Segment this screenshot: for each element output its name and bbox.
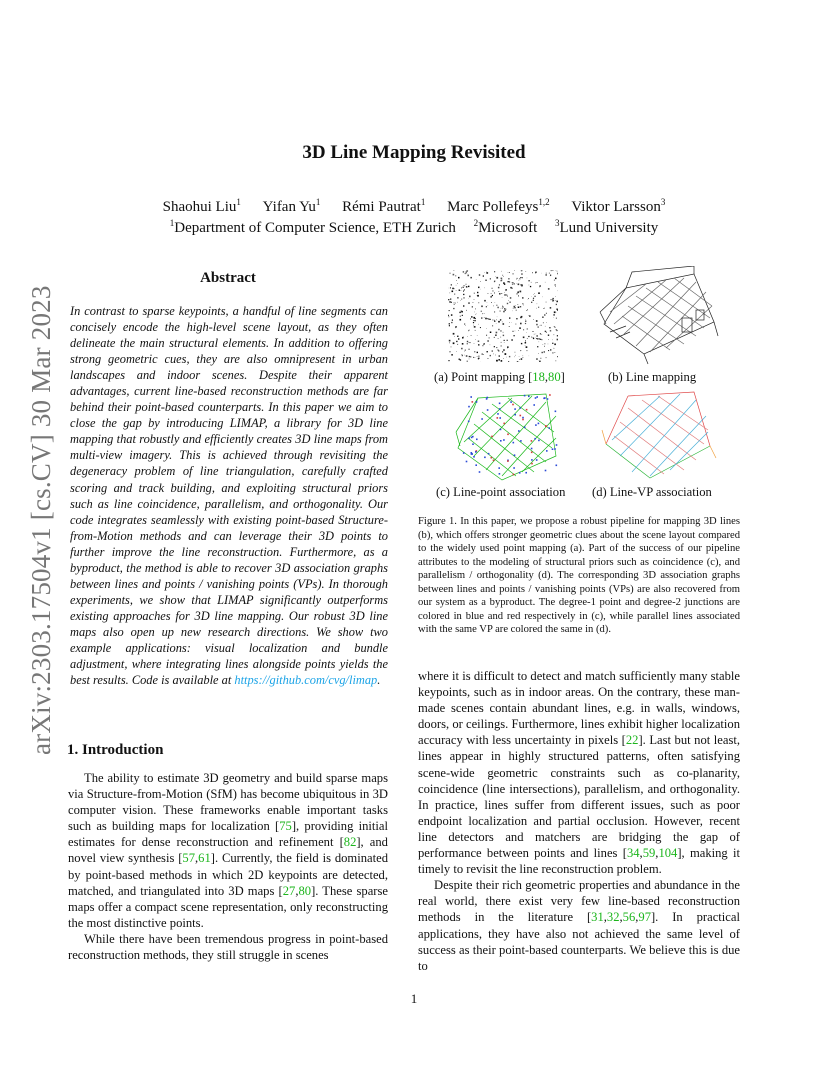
citation[interactable]: 59 [642,846,656,861]
text-run: , [295,883,299,898]
subcaption-b: (b) Line mapping [608,370,697,384]
arxiv-stamp-text: arXiv:2303.17504v1 [cs.CV] 30 Mar 2023 [26,285,56,755]
text-run: , [603,910,607,925]
citation[interactable]: 32 [606,910,620,925]
line-vp-association-image [602,392,716,478]
text-run: where it is difficult to detect and match sufficiently many stable keypoints, such as in indoor areas. On the contrary, these man-made scenes contain abundant lines, e.g. in walls, windows, doors, or ceilings. Furthermore, lines exhibit higher localization accuracy with less uncertainty in pixels [ [418,669,740,748]
citation[interactable]: 97 [638,910,651,925]
citation[interactable]: 18 [532,370,545,384]
citation[interactable]: 27 [282,883,296,898]
point-cloud-image [448,270,558,362]
paragraph [418,668,740,877]
paper-title: 3D Line Mapping Revisited [302,142,526,163]
subcaption-a: (a) Point mapping [18,80] [434,370,565,384]
citation[interactable]: 80 [298,883,312,898]
citation[interactable]: 61 [198,851,211,866]
arxiv-stamp [22,285,56,765]
citation[interactable]: 80 [548,370,561,384]
abstract-heading: Abstract [200,270,256,286]
subcaption-d: (d) Line-VP association [592,485,712,499]
section-heading-introduction: 1. Introduction [67,742,164,758]
affiliation: $^3$Lund University [555,218,659,236]
text-run: ]. These sparse maps offer a compact scene representation, only reconstructing the most distinctive points. [68,883,388,930]
author: Shaohui Liu$^1$ [162,197,241,215]
citation[interactable]: 75 [279,819,292,834]
author: Rémi Pautrat$^1$ [342,197,426,215]
affiliation: $^2$Microsoft [473,218,538,236]
abstract-body: In contrast to sparse keypoints, a handful of line segments can concisely encode the high-level scene layout, as they often delineate the main structural elements. In addition to offering strong geometric cues, they are also omnipresent in urban landscapes and indoor scenes. Despite their apparent advantages, current line-based reconstruction methods are far behind their point-based counterparts. In this paper we aim to close the gap by introducing LIMAP, a library for 3D line mapping that robustly and efficiently creates 3D line maps from multi-view imagery. This is achieved through revisiting the degeneracy problem of line triangulation, carefully crafted scoring and track building, and exploiting structural priors such as line coincidence, parallelism, and orthogonality. Our code integrates seamlessly with existing point-based Structure-from-Motion methods and can leverage their 3D points to further improve the line reconstruction. Furthermore, as a byproduct, the method is able to recover 3D association graphs between lines and points / vanishing points (VPs). In thorough experiments, we show that LIMAP significantly outperforms existing approaches for 3D line mapping. Our robust 3D line maps also open up new research directions. We show two example applications: visual localization and bundle adjustment, where integrating lines alongside points yields the best results. Code is available at https://github.com/cvg/limap. [70,304,388,688]
citation[interactable]: 82 [343,835,357,850]
right-column-body [418,668,740,974]
author: Marc Pollefeys$^{1,2}$ [447,197,550,215]
text-run: ], making it timely to revisit the line reconstruction problem. [418,846,740,877]
paragraph [68,931,388,963]
citation[interactable]: 34 [626,846,640,861]
author: Viktor Larsson$^3$ [571,197,666,215]
text-run: ]. In practical applications, they have also not achieved the same level of success as their point-based counterparts. We believe this is due to [418,910,740,973]
line-point-association-image [456,394,557,480]
citation[interactable]: 31 [591,910,604,925]
figure-caption: Figure 1. In this paper, we propose a robust pipeline for mapping 3D lines (b), which offers stronger geometric clues about the scene layout compared to the widely used point mapping (a). Part of the success of our pipeline attributes to the modeling of structural priors such as coincidence (c), and parallelism / orthogonality (d). The corresponding 3D association graphs between lines and points / vanishing points (VPs) are also recovered from our system as a byproduct. The degree-1 point and degree-2 junctions are colored in blue and red respectively in (c), while parallel lines associated with the same VP are colored the same in (d). [418,516,740,635]
text-run: , [655,846,659,861]
text-run: , [639,846,643,861]
text-run: , [619,910,623,925]
code-link[interactable]: https://github.com/cvg/limap [234,673,378,688]
subcaption-c: (c) Line-point association [436,485,566,499]
text-run: While there have been tremendous progress in point-based reconstruction methods, they still struggle in scenes [68,931,388,963]
paragraph [418,877,740,974]
citation[interactable]: 22 [625,733,639,748]
text-run: Despite their rich geometric properties and abundance in the real world, there exist very few line-based reconstruction methods in the literature [ [418,878,740,925]
text-run: , [195,851,199,866]
paragraph [68,770,388,931]
text-run: ]. Currently, the field is dominated by point-based methods in which 2D keypoints are detected, matched, and triangulated into 3D maps [ [68,851,388,898]
author: Yifan Yu$^1$ [262,197,321,215]
text-run: ], providing initial estimates for dense reconstruction and refinement [ [68,819,388,850]
text-run: ]. Last but not least, lines appear in highly structured patterns, often satisfying scene-wide geometric constraints such as co-planarity, coincidence (line intersections), parallelism, and orthogonality. In practice, lines suffer from different issues, such as poor endpoint localization and partial occlusion. However, recent line detectors and matchers are bridging the gap of performance between points and lines [ [418,733,740,861]
affiliation: $^1$Department of Computer Science, ETH Zurich [169,218,456,236]
text-run: , [635,910,639,925]
line-map-image [600,266,718,364]
text-run: ], and novel view synthesis [ [68,835,388,866]
figure-panel-c [452,386,564,484]
text-run: The ability to estimate 3D geometry and build sparse maps via Structure-from-Motion (SfM) has become ubiquitous in 3D computer vision. These frameworks enable important tasks such as building maps for localization [ [68,771,388,834]
intro-body [68,770,388,963]
figure-panel-b [596,266,720,366]
page-number: 1 [410,991,418,1006]
figure-panel-a [448,270,558,362]
citation[interactable]: 56 [622,910,636,925]
affiliation-list [0,212,828,239]
citation[interactable]: 104 [658,846,678,861]
citation[interactable]: 57 [182,851,195,866]
figure-panel-d [598,386,718,484]
